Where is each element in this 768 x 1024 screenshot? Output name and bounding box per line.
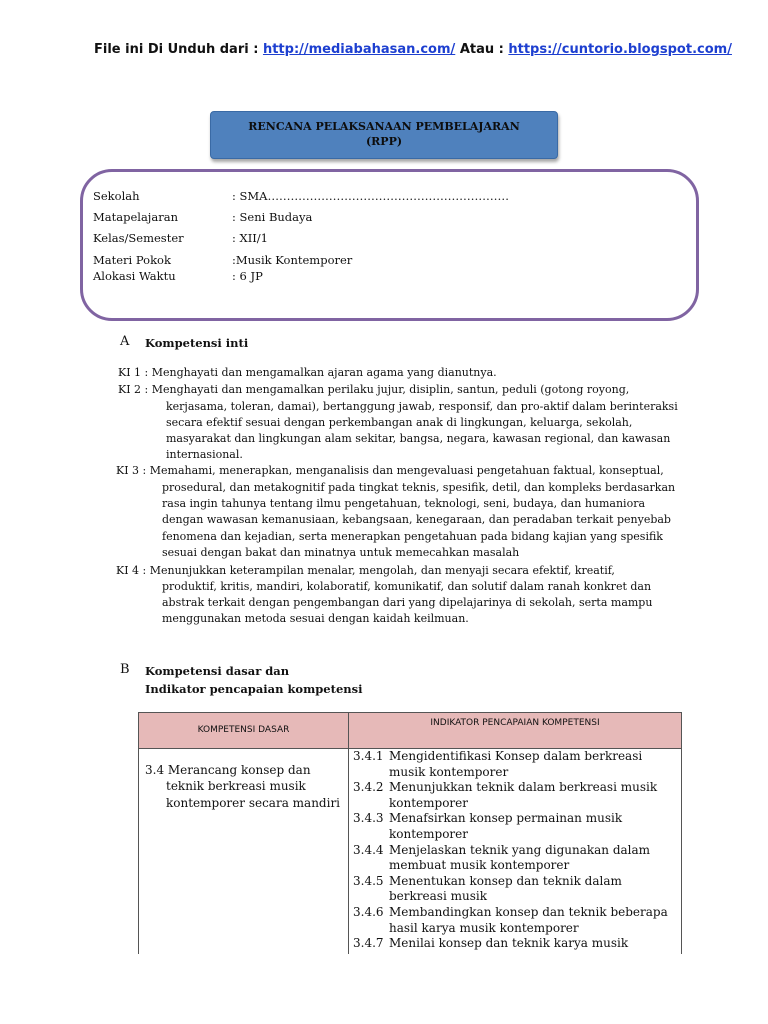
indicator-text: Menunjukkan teknik dalam berkreasi musik	[389, 780, 658, 795]
table-header-kd-text: KOMPETENSI DASAR	[197, 725, 290, 735]
indicator-text: Mengidentifikasi Konsep dalam berkreasi	[389, 749, 643, 763]
table-header-indicator	[348, 712, 682, 749]
indicator-text-cont: berkreasi musik	[389, 889, 487, 904]
download-middle: Atau :	[459, 42, 509, 57]
indicator-number: 3.4.7	[353, 936, 384, 951]
section-b-title-line1: Kompetensi dasar dan	[145, 664, 290, 678]
ki3-cont-line: sesuai dengan bakat dan minatnya untuk memecahkan masalah	[162, 546, 520, 559]
mediabahasan-link[interactable]: http://mediabahasan.com/	[262, 42, 456, 57]
indicator-text-cont: musik kontemporer	[389, 764, 509, 779]
section-b-letter: B	[120, 662, 130, 677]
competency-table	[138, 712, 682, 954]
indicator-text-cont: hasil karya musik kontemporer	[389, 920, 579, 935]
ki2-cont-line: internasional.	[166, 448, 243, 461]
ki2-line: KI 2 : Menghayati dan mengamalkan perilaku jujur, disiplin, santun, peduli (gotong royong,	[118, 383, 630, 396]
cuntorio-link[interactable]: https://cuntorio.blogspot.com/	[508, 42, 732, 57]
ki3-line: KI 3 : Memahami, menerapkan, menganalisis dan mengevaluasi pengetahuan faktual, konseptual,	[116, 464, 664, 477]
indicator-text: Menentukan konsep dan teknik dalam	[389, 873, 622, 888]
download-source-line	[94, 42, 732, 57]
indicator-number: 3.4.6	[353, 905, 384, 919]
section-a-letter: A	[120, 334, 130, 349]
indicator-text: Menjelaskan teknik yang digunakan dalam	[389, 842, 651, 857]
rpp-title-line1: RENCANA PELAKSANAAN PEMBELAJARAN	[248, 120, 520, 133]
info-value-kelas: : XII/1	[232, 231, 268, 245]
ki2-cont-line: masyarakat dan lingkungan alam sekitar, bangsa, negara, kawasan regional, dan kawasan	[166, 432, 671, 445]
rpp-title-box	[210, 111, 558, 159]
ki3-cont-line: dengan wawasan kemanusiaan, kebangsaan, kenegaraan, dan peradaban terkait penyebab	[162, 513, 671, 526]
ki4-line: KI 4 : Menunjukkan keterampilan menalar, mengolah, dan menyaji secara efektif, kreatif,	[116, 564, 615, 577]
ki2-cont-line: secara efektif sesuai dengan perkembangan anak di lingkungan, keluarga, sekolah,	[166, 416, 633, 429]
kd-line: teknik berkreasi musik	[166, 779, 306, 793]
ki4-cont-line: menggunakan metoda sesuai dengan kaidah keilmuan.	[162, 612, 469, 625]
kd-line: kontemporer secara mandiri	[166, 796, 341, 810]
indicator-number: 3.4.2	[353, 780, 384, 795]
indicator-number: 3.4.1	[353, 749, 384, 763]
section-b-title-line2: Indikator pencapaian kompetensi	[145, 682, 363, 696]
info-label-matapelajaran: Matapelajaran	[93, 210, 178, 224]
indicator-text-cont: kontemporer	[389, 826, 469, 841]
indicator-text-cont: kontemporer	[389, 795, 469, 810]
download-prefix: File ini Di Unduh dari :	[94, 42, 263, 57]
table-header-kd	[138, 712, 349, 749]
indicator-cell	[348, 748, 682, 954]
ki3-cont-line: rasa ingin tahunya tentang ilmu pengetahuan, teknologi, seni, budaya, dan humaniora	[162, 497, 646, 510]
ki4-cont-line: abstrak terkait dengan pengembangan dari yang dipelajarinya di sekolah, serta mampu	[162, 596, 653, 609]
indicator-number: 3.4.5	[353, 873, 384, 888]
indicator-text: Membandingkan konsep dan teknik beberapa	[389, 905, 668, 919]
kd-line: 3.4 Merancang konsep dan	[145, 763, 311, 777]
section-a-title: Kompetensi inti	[145, 336, 249, 350]
info-label-kelas: Kelas/Semester	[93, 231, 184, 245]
indicator-text: Menafsirkan konsep permainan musik	[389, 811, 623, 826]
kd-cell	[138, 748, 349, 954]
ki3-cont-line: prosedural, dan metakognitif pada tingkat teknis, spesifik, detil, dan kompleks berdasarkan	[162, 481, 676, 494]
info-value-matapelajaran: : Seni Budaya	[232, 210, 313, 224]
indicator-number: 3.4.4	[353, 842, 384, 857]
ki1-line: KI 1 : Menghayati dan mengamalkan ajaran agama yang dianutnya.	[118, 366, 497, 379]
rpp-title-line2: (RPP)	[365, 135, 403, 148]
info-label-alokasi: Alokasi Waktu	[93, 269, 176, 283]
ki3-cont-line: fenomena dan kejadian, serta menerapkan pengetahuan pada bidang kajian yang spesifik	[162, 530, 663, 543]
indicator-number: 3.4.3	[353, 811, 384, 826]
indicator-text: Menilai konsep dan teknik karya musik	[389, 936, 629, 951]
table-header-indicator-text: INDIKATOR PENCAPAIAN KOMPETENSI	[430, 718, 600, 728]
info-value-sekolah: : SMA………………………………………………………	[232, 189, 509, 203]
info-value-alokasi: : 6 JP	[232, 269, 263, 283]
ki4-cont-line: produktif, kritis, mandiri, kolaboratif, komunikatif, dan solutif dalam ranah konkret dan	[162, 580, 652, 593]
info-label-materi: Materi Pokok	[93, 253, 171, 267]
info-label-sekolah: Sekolah	[93, 189, 140, 203]
indicator-text-cont: membuat musik kontemporer	[389, 858, 570, 873]
info-value-materi: :Musik Kontemporer	[232, 253, 353, 267]
identity-info-box	[80, 169, 699, 321]
ki2-cont-line: kerjasama, toleran, damai), bertanggung jawab, responsif, dan pro-aktif dalam berinteraksi	[166, 400, 678, 413]
